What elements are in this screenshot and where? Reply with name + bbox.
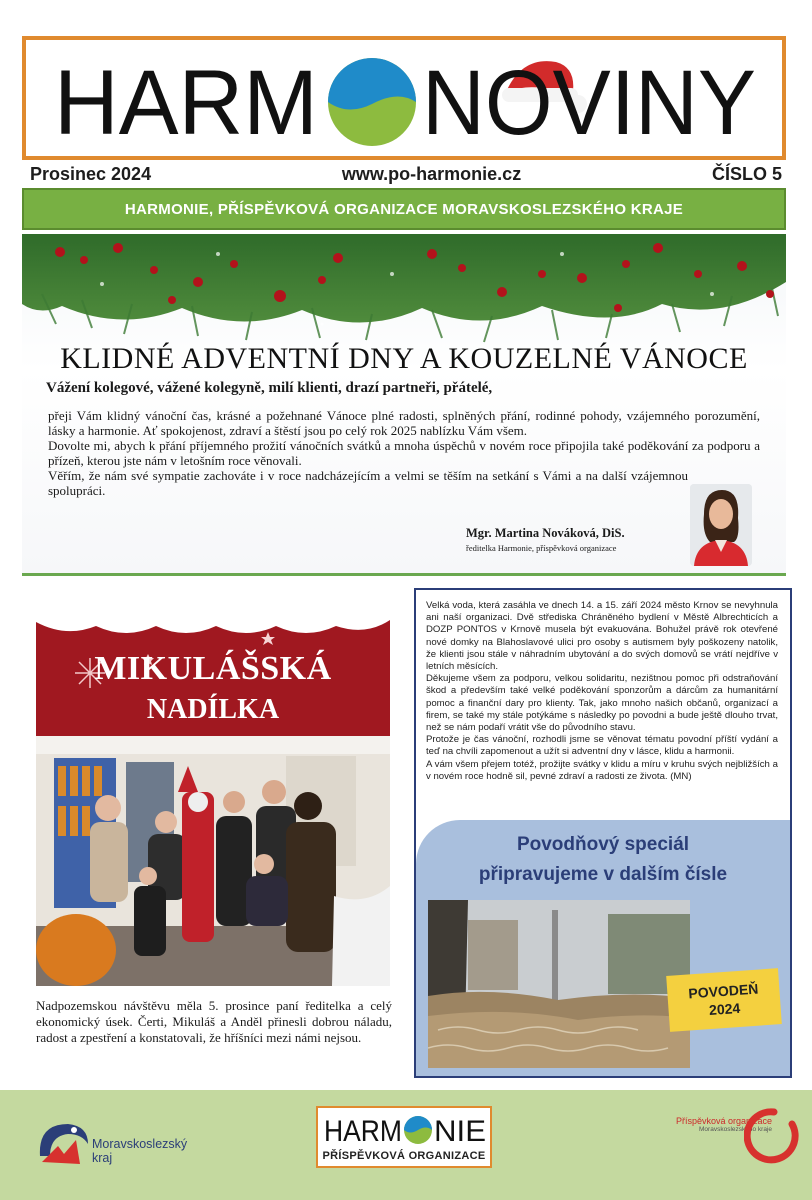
- flood-2024-label: [666, 968, 782, 1032]
- greeting-body: [48, 408, 760, 498]
- harmonie-logo[interactable]: [316, 1106, 492, 1168]
- nadilka-poster: [36, 596, 390, 986]
- msk-line1: Moravskoslezský: [92, 1137, 188, 1151]
- greeting-paragraph: Dovolte mi, abych k přání příjemného prožití vánočních svátků a mnoha úspěchů v novém roce připojila také poděkování za podporu a přízeň, kterou jste nám v letošním roce věnovali.: [48, 438, 760, 468]
- masthead: [22, 36, 786, 160]
- greeting-paragraph: Věřím, že nám své sympatie zachováte i v roce nadcházejícím a velmi se těším na setkání s Vámi a na další vzájemnou spolupráci.: [48, 468, 688, 498]
- signature-role: ředitelka Harmonie, příspěvková organizace: [466, 543, 617, 553]
- harmonie-logo-globe-icon: [404, 1116, 432, 1144]
- org-banner-text: HARMONIE, PŘÍSPĚVKOVÁ ORGANIZACE MORAVSKOSLEZSKÉHO KRAJE: [124, 200, 684, 218]
- flood-paragraph: Protože je čas vánoční, rozhodli jsme se věnovat tématu povodní příští vydání a teď na chvíli zapomenout a užít si adventní dny v lásce, klidu a harmonii.: [426, 734, 778, 758]
- harmonie-globe-icon: [328, 58, 416, 146]
- fir-garland-decoration: [22, 234, 786, 354]
- flood-photo: [428, 900, 690, 1068]
- po-ring-icon: [744, 1108, 800, 1164]
- nadilka-title-line2: NADÍLKA: [146, 694, 280, 725]
- special-heading-line2: připravujeme v dalším čísle: [478, 864, 728, 885]
- harmonie-logo-left: HARM: [324, 1115, 402, 1148]
- issue-month: Prosinec 2024: [30, 164, 152, 184]
- flood-special-box: [416, 820, 790, 1076]
- masthead-title: [26, 50, 782, 150]
- flood-paragraph: Děkujeme všem za podporu, velkou solidaritu, nezištnou pomoc při odstraňování škod a především také velké poděkování sponzorům a dárcům za humanitární pomoc a finanční dary pro klienty. Tak, jako mnoho našich občanů, organizací a firem, se také my stále potýkáme s následky po povodni a bude ještě dlouho trvat, než se nám podaří vrátit vše do původního stavu.: [426, 673, 778, 734]
- flood-article-text: [426, 600, 778, 783]
- flood-paragraph: A vám všem přejem totéž, prožijte svátky v klidu a míru v kruhu svých nejbližších a v novém roce hodně sil, pevné zdraví a radosti ze života. (MN): [426, 758, 778, 782]
- mikulas-group-photo: [36, 736, 390, 986]
- po-line2: Moravskoslezského kraje: [699, 1126, 772, 1133]
- flood-label-line1: POVODEŇ: [687, 980, 759, 1002]
- msk-emblem-icon: [36, 1118, 92, 1172]
- harmonie-logo-right: NIE: [434, 1115, 486, 1148]
- masthead-title-left: HARM: [54, 52, 318, 150]
- flood-article: [414, 588, 792, 1078]
- greeting-salutation: Vážení kolegové, vážené kolegyně, milí klienti, drazí partneři, přátelé,: [46, 380, 493, 396]
- footer: [0, 1090, 812, 1200]
- harmonie-logo-wordmark: [318, 1110, 490, 1148]
- signature-name: Mgr. Martina Nováková, DiS.: [466, 526, 625, 540]
- greeting-title: KLIDNÉ ADVENTNÍ DNY A KOUZELNÉ VÁNOCE: [60, 342, 748, 375]
- flood-label-line2: 2024: [708, 999, 741, 1019]
- nadilka-section: [22, 588, 402, 1078]
- org-banner: [22, 188, 786, 230]
- masthead-title-right: NOVINY: [422, 52, 756, 150]
- special-heading-line1: Povodňový speciál: [516, 834, 690, 855]
- harmonie-logo-subtitle: PŘÍSPĚVKOVÁ ORGANIZACE: [322, 1150, 486, 1162]
- director-portrait: [690, 484, 752, 566]
- issue-number: ČÍSLO 5: [711, 164, 782, 184]
- issue-info-bar: [30, 164, 782, 186]
- moravskoslezsky-kraj-logo[interactable]: [36, 1118, 206, 1172]
- nadilka-caption: Nadpozemskou návštěvu měla 5. prosince paní ředitelka a celý ekonomický úsek. Čerti, Mikuláš a Anděl přinesli dobrou náladu, radost a zpestření a konstatovali, že hříšníci mezi námi nejsou.: [36, 998, 392, 1045]
- website-link[interactable]: www.po-harmonie.cz: [341, 164, 522, 184]
- nadilka-title-line1: MIKULÁŠSKÁ: [94, 650, 332, 687]
- msk-line2: kraj: [92, 1151, 113, 1165]
- christmas-greeting: [22, 234, 786, 576]
- po-line1: Příspěvková organizace: [675, 1116, 772, 1126]
- greeting-paragraph: přeji Vám klidný vánoční čas, krásné a požehnané Vánoce plné radosti, splněných přání, rodinné pohody, vzájemného porozumění, lásky a harmonie. Ať spokojenost, zdraví a štěstí jsou po celý rok 2025 nablízku Vám všem.: [48, 408, 760, 438]
- flood-paragraph: Velká voda, která zasáhla ve dnech 14. a 15. září 2024 město Krnov se nevyhnula ani naší organizaci. Dvě střediska Chráněného bydlení v Městě Albrechticích a DOZP PONTOS v Krnově musela být evakuována. Bohužel právě rok otevřené nové domky na Blahoslavové ulici pro osoby s autismem byly poškozeny natolik, že klienti jsou stále v náhradním ubytování a do svých domovů se vrátí nejdříve v letních měsících.: [426, 600, 778, 673]
